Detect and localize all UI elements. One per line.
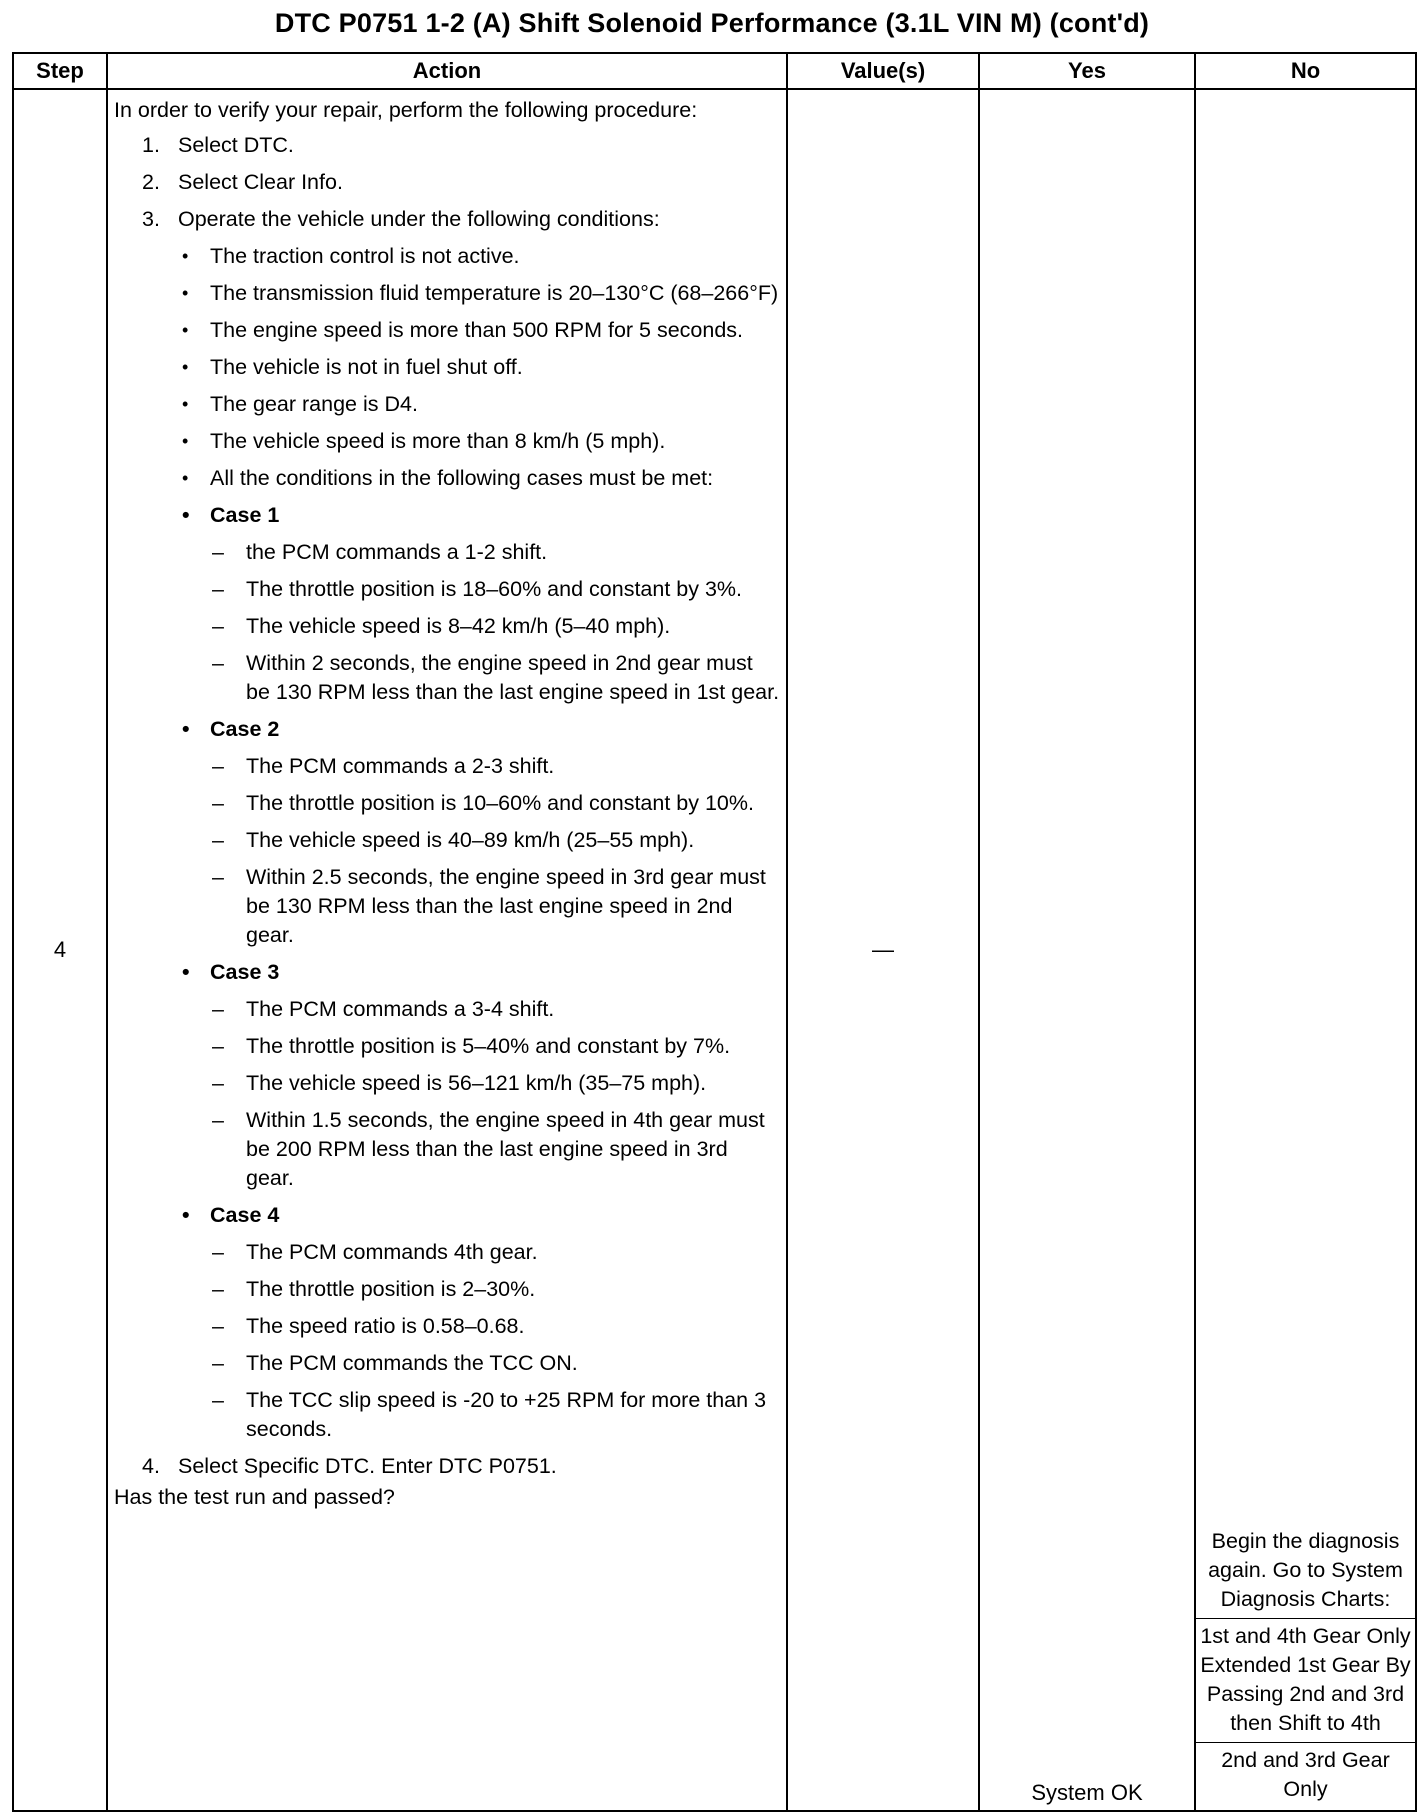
no-instruction: Begin the diagnosis again. Go to System Diagnosis Charts: bbox=[1208, 1529, 1403, 1611]
table-row bbox=[13, 89, 1416, 1811]
case-heading bbox=[114, 1201, 780, 1230]
case-item-text: The throttle position is 10–60% and constant by 10%. bbox=[246, 791, 754, 815]
step-index: 4. bbox=[142, 1454, 160, 1478]
case-heading bbox=[114, 958, 780, 987]
case-title: Case 1 bbox=[210, 503, 280, 527]
case-item-text: Within 1.5 seconds, the engine speed in 4th gear must be 200 RPM less than the last engine speed in 3rd gear. bbox=[246, 1108, 765, 1190]
header-values: Value(s) bbox=[787, 53, 979, 89]
step-text: Operate the vehicle under the following conditions: bbox=[178, 207, 660, 231]
case-heading bbox=[114, 715, 780, 744]
procedure-step bbox=[114, 1452, 780, 1481]
case-item bbox=[114, 1312, 780, 1341]
action-intro: In order to verify your repair, perform the following procedure: bbox=[114, 98, 698, 122]
procedure-step bbox=[114, 168, 780, 197]
dash-icon: – bbox=[212, 1034, 224, 1058]
case-item-text: The PCM commands a 2-3 shift. bbox=[246, 754, 555, 778]
bullet-icon: • bbox=[182, 717, 190, 741]
bullet-icon: • bbox=[182, 320, 189, 340]
case-item bbox=[114, 1069, 780, 1098]
case-item-text: Within 2.5 seconds, the engine speed in 3rd gear must be 130 RPM less than the last engine speed in 2nd gear. bbox=[246, 865, 766, 947]
procedure-step bbox=[114, 205, 780, 234]
case-item bbox=[114, 538, 780, 567]
case-item bbox=[114, 1238, 780, 1267]
step-index: 2. bbox=[142, 170, 160, 194]
case-item-text: the PCM commands a 1-2 shift. bbox=[246, 540, 548, 564]
case-heading bbox=[114, 501, 780, 530]
procedure-step bbox=[114, 131, 780, 160]
case-item-text: Within 2 seconds, the engine speed in 2nd gear must be 130 RPM less than the last engine speed in 1st gear. bbox=[246, 651, 780, 704]
dash-icon: – bbox=[212, 1277, 224, 1301]
case-item bbox=[114, 1349, 780, 1378]
case-item-text: The vehicle speed is 8–42 km/h (5–40 mph). bbox=[246, 614, 671, 638]
action-cell bbox=[107, 89, 787, 1811]
value-cell: — bbox=[787, 89, 979, 1811]
case-item-text: The speed ratio is 0.58–0.68. bbox=[246, 1314, 525, 1338]
bullet-icon: • bbox=[182, 357, 189, 377]
case-item bbox=[114, 1106, 780, 1193]
condition-item bbox=[114, 242, 780, 271]
bullet-icon: • bbox=[182, 960, 190, 984]
step-number: 4 bbox=[13, 89, 107, 1811]
condition-text: The traction control is not active. bbox=[210, 244, 520, 268]
table-header-row bbox=[13, 53, 1416, 89]
case-item bbox=[114, 995, 780, 1024]
case-item-text: The throttle position is 2–30%. bbox=[246, 1277, 536, 1301]
case-item-text: The throttle position is 5–40% and constant by 7%. bbox=[246, 1034, 731, 1058]
yes-cell: System OK bbox=[979, 89, 1195, 1811]
bullet-icon: • bbox=[182, 468, 189, 488]
step-text: Select Clear Info. bbox=[178, 170, 343, 194]
condition-text: The gear range is D4. bbox=[210, 392, 418, 416]
case-item bbox=[114, 575, 780, 604]
condition-text: The engine speed is more than 500 RPM for 5 seconds. bbox=[210, 318, 744, 342]
no-chart-link: 1st and 4th Gear Only Extended 1st Gear By Passing 2nd and 3rd then Shift to 4th bbox=[1200, 1624, 1411, 1735]
case-item bbox=[114, 1386, 780, 1444]
case-item-text: The PCM commands 4th gear. bbox=[246, 1240, 538, 1264]
dash-icon: – bbox=[212, 577, 224, 601]
bullet-icon: • bbox=[182, 283, 189, 303]
dash-icon: – bbox=[212, 997, 224, 1021]
page-title: DTC P0751 1-2 (A) Shift Solenoid Performance (3.1L VIN M) (cont'd) bbox=[274, 8, 1150, 38]
case-title: Case 2 bbox=[210, 717, 280, 741]
case-item-text: The vehicle speed is 40–89 km/h (25–55 mph). bbox=[246, 828, 695, 852]
case-item-text: The TCC slip speed is -20 to +25 RPM for more than 3 seconds. bbox=[246, 1388, 767, 1441]
header-action: Action bbox=[107, 53, 787, 89]
header-step: Step bbox=[13, 53, 107, 89]
case-item bbox=[114, 612, 780, 641]
case-item-text: The PCM commands the TCC ON. bbox=[246, 1351, 578, 1375]
case-item-text: The vehicle speed is 56–121 km/h (35–75 mph). bbox=[246, 1071, 707, 1095]
dash-icon: – bbox=[212, 1351, 224, 1375]
case-item bbox=[114, 863, 780, 950]
case-item bbox=[114, 826, 780, 855]
dash-icon: – bbox=[212, 754, 224, 778]
step-text: Select Specific DTC. Enter DTC P0751. bbox=[178, 1454, 557, 1478]
step-text: Select DTC. bbox=[178, 133, 294, 157]
no-cell bbox=[1195, 89, 1416, 1811]
no-chart-link: 2nd and 3rd Gear Only bbox=[1221, 1748, 1390, 1801]
case-item-text: The throttle position is 18–60% and constant by 3%. bbox=[246, 577, 743, 601]
condition-text: The vehicle is not in fuel shut off. bbox=[210, 355, 523, 379]
header-yes: Yes bbox=[979, 53, 1195, 89]
dash-icon: – bbox=[212, 1388, 224, 1412]
dash-icon: – bbox=[212, 651, 224, 675]
dash-icon: – bbox=[212, 828, 224, 852]
bullet-icon: • bbox=[182, 246, 189, 266]
case-title: Case 4 bbox=[210, 1203, 280, 1227]
dash-icon: – bbox=[212, 1108, 224, 1132]
condition-text: The transmission fluid temperature is 20–130°C (68–266°F) bbox=[210, 281, 779, 305]
bullet-icon: • bbox=[182, 431, 189, 451]
condition-item bbox=[114, 279, 780, 308]
case-item bbox=[114, 1275, 780, 1304]
step-index: 1. bbox=[142, 133, 160, 157]
bullet-icon: • bbox=[182, 1203, 190, 1227]
case-item bbox=[114, 789, 780, 818]
dash-icon: – bbox=[212, 1071, 224, 1095]
case-item-text: The PCM commands a 3-4 shift. bbox=[246, 997, 555, 1021]
condition-item bbox=[114, 427, 780, 456]
dash-icon: – bbox=[212, 1240, 224, 1264]
test-question: Has the test run and passed? bbox=[114, 1485, 395, 1509]
dash-icon: – bbox=[212, 614, 224, 638]
case-item bbox=[114, 1032, 780, 1061]
step-index: 3. bbox=[142, 207, 160, 231]
condition-text: All the conditions in the following cases must be met: bbox=[210, 466, 714, 490]
dash-icon: – bbox=[212, 865, 224, 889]
bullet-icon: • bbox=[182, 394, 189, 414]
dash-icon: – bbox=[212, 1314, 224, 1338]
dash-icon: – bbox=[212, 540, 224, 564]
case-item bbox=[114, 752, 780, 781]
case-title: Case 3 bbox=[210, 960, 280, 984]
dash-icon: – bbox=[212, 791, 224, 815]
bullet-icon: • bbox=[182, 503, 190, 527]
condition-text: The vehicle speed is more than 8 km/h (5 mph). bbox=[210, 429, 666, 453]
condition-item bbox=[114, 464, 780, 493]
condition-item bbox=[114, 353, 780, 382]
header-no: No bbox=[1195, 53, 1416, 89]
condition-item bbox=[114, 316, 780, 345]
diagnostic-table bbox=[12, 52, 1417, 1812]
case-item bbox=[114, 649, 780, 707]
condition-item bbox=[114, 390, 780, 419]
